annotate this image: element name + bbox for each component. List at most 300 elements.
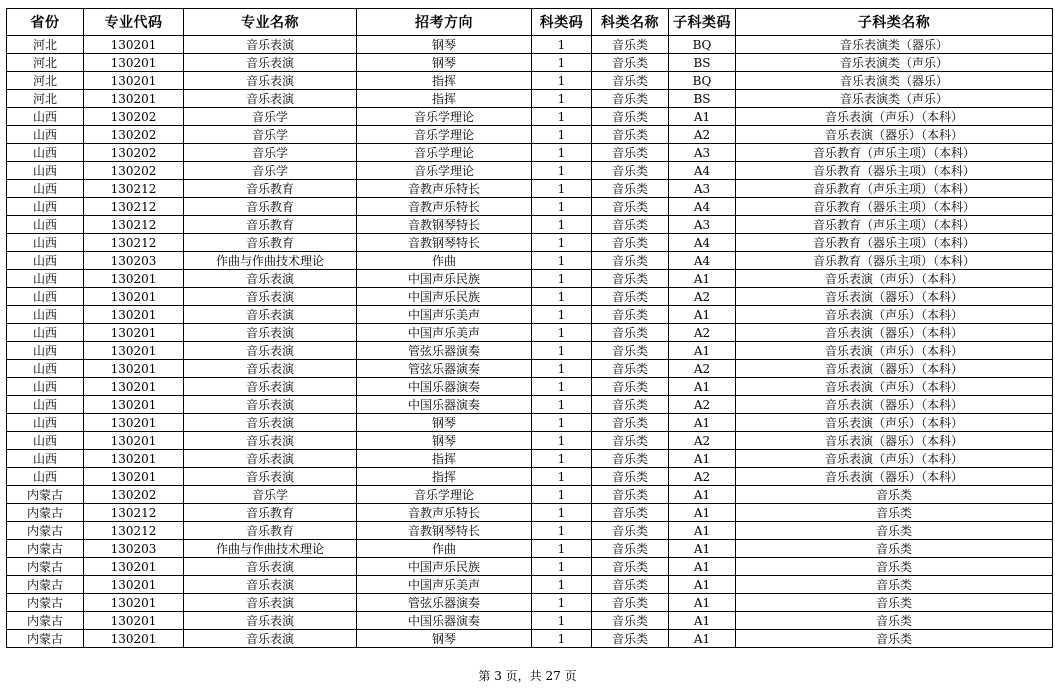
header-category-code: 科类码 [532,9,592,36]
cell-category-code: 1 [532,378,592,396]
cell-major-name: 音乐教育 [184,504,357,522]
cell-major-code: 130202 [84,108,184,126]
table-row [7,252,1053,270]
cell-major-name: 音乐教育 [184,234,357,252]
cell-province: 内蒙古 [7,576,84,594]
cell-category-code: 1 [532,450,592,468]
cell-direction: 中国声乐美声 [357,306,532,324]
table-row [7,288,1053,306]
cell-category-code: 1 [532,198,592,216]
cell-category-name: 音乐类 [592,594,669,612]
cell-subcategory-code: A1 [669,306,736,324]
cell-major-name: 音乐教育 [184,522,357,540]
cell-province: 内蒙古 [7,594,84,612]
cell-subcategory-name: 音乐表演类（器乐） [736,72,1053,90]
cell-subcategory-name: 音乐表演（声乐）（本科） [736,306,1053,324]
cell-major-code: 130201 [84,270,184,288]
cell-subcategory-code: A1 [669,108,736,126]
cell-major-name: 音乐表演 [184,576,357,594]
cell-subcategory-code: A4 [669,198,736,216]
cell-subcategory-name: 音乐表演（声乐）（本科） [736,378,1053,396]
cell-major-code: 130212 [84,522,184,540]
cell-major-code: 130203 [84,252,184,270]
cell-category-name: 音乐类 [592,144,669,162]
cell-province: 山西 [7,378,84,396]
cell-direction: 中国声乐美声 [357,324,532,342]
cell-subcategory-code: A2 [669,324,736,342]
cell-province: 山西 [7,144,84,162]
table-row [7,360,1053,378]
cell-major-name: 音乐学 [184,486,357,504]
cell-major-name: 音乐教育 [184,216,357,234]
cell-subcategory-code: A3 [669,216,736,234]
cell-province: 山西 [7,270,84,288]
header-major-code: 专业代码 [84,9,184,36]
cell-major-name: 音乐表演 [184,396,357,414]
table-row [7,324,1053,342]
header-subcategory-code: 子科类码 [669,9,736,36]
cell-category-code: 1 [532,234,592,252]
cell-subcategory-name: 音乐教育（器乐主项）（本科） [736,198,1053,216]
cell-category-code: 1 [532,360,592,378]
cell-direction: 管弦乐器演奏 [357,342,532,360]
table-row [7,36,1053,54]
cell-category-code: 1 [532,342,592,360]
cell-category-code: 1 [532,216,592,234]
cell-subcategory-code: A2 [669,126,736,144]
cell-subcategory-name: 音乐表演（声乐）（本科） [736,108,1053,126]
cell-category-code: 1 [532,126,592,144]
cell-major-code: 130201 [84,306,184,324]
cell-category-code: 1 [532,396,592,414]
cell-subcategory-name: 音乐表演（器乐）（本科） [736,288,1053,306]
cell-category-code: 1 [532,270,592,288]
cell-category-name: 音乐类 [592,432,669,450]
cell-subcategory-name: 音乐教育（声乐主项）（本科） [736,180,1053,198]
cell-category-code: 1 [532,486,592,504]
cell-direction: 钢琴 [357,432,532,450]
cell-subcategory-code: A2 [669,360,736,378]
cell-subcategory-name: 音乐教育（声乐主项）（本科） [736,216,1053,234]
cell-subcategory-name: 音乐类 [736,504,1053,522]
cell-major-code: 130201 [84,360,184,378]
cell-category-code: 1 [532,432,592,450]
cell-direction: 钢琴 [357,36,532,54]
cell-province: 山西 [7,360,84,378]
cell-subcategory-name: 音乐类 [736,576,1053,594]
cell-subcategory-name: 音乐教育（器乐主项）（本科） [736,162,1053,180]
header-direction: 招考方向 [357,9,532,36]
cell-major-code: 130202 [84,486,184,504]
cell-category-name: 音乐类 [592,486,669,504]
table-row [7,630,1053,648]
table-row [7,522,1053,540]
cell-direction: 作曲 [357,540,532,558]
cell-category-name: 音乐类 [592,288,669,306]
cell-major-name: 音乐表演 [184,54,357,72]
cell-direction: 中国声乐民族 [357,558,532,576]
cell-province: 山西 [7,432,84,450]
cell-subcategory-code: A4 [669,234,736,252]
cell-major-code: 130212 [84,234,184,252]
cell-major-name: 音乐表演 [184,378,357,396]
cell-major-code: 130201 [84,396,184,414]
cell-subcategory-name: 音乐表演（声乐）（本科） [736,342,1053,360]
table-row [7,72,1053,90]
cell-province: 内蒙古 [7,612,84,630]
cell-major-name: 音乐表演 [184,342,357,360]
cell-direction: 音教钢琴特长 [357,522,532,540]
cell-major-code: 130212 [84,216,184,234]
cell-subcategory-code: A3 [669,180,736,198]
cell-category-code: 1 [532,576,592,594]
table-row [7,216,1053,234]
table-row [7,576,1053,594]
cell-direction: 作曲 [357,252,532,270]
cell-direction: 管弦乐器演奏 [357,594,532,612]
cell-category-name: 音乐类 [592,360,669,378]
cell-province: 山西 [7,414,84,432]
header-row [7,9,1053,36]
cell-province: 山西 [7,342,84,360]
cell-major-name: 音乐表演 [184,306,357,324]
table-row [7,594,1053,612]
cell-category-code: 1 [532,144,592,162]
table-row [7,198,1053,216]
cell-province: 山西 [7,468,84,486]
cell-province: 内蒙古 [7,522,84,540]
cell-category-code: 1 [532,468,592,486]
cell-major-name: 音乐表演 [184,288,357,306]
cell-province: 山西 [7,198,84,216]
cell-province: 内蒙古 [7,558,84,576]
cell-major-code: 130201 [84,288,184,306]
cell-major-code: 130201 [84,90,184,108]
table-row [7,342,1053,360]
cell-category-code: 1 [532,324,592,342]
cell-major-name: 音乐教育 [184,198,357,216]
header-category-name: 科类名称 [592,9,669,36]
cell-category-name: 音乐类 [592,54,669,72]
cell-category-name: 音乐类 [592,558,669,576]
cell-category-name: 音乐类 [592,468,669,486]
cell-major-code: 130201 [84,450,184,468]
admissions-sheet [6,8,1052,648]
cell-major-name: 音乐表演 [184,36,357,54]
cell-major-code: 130201 [84,612,184,630]
cell-province: 山西 [7,234,84,252]
cell-direction: 中国声乐美声 [357,576,532,594]
cell-direction: 钢琴 [357,54,532,72]
cell-major-name: 音乐表演 [184,432,357,450]
cell-subcategory-name: 音乐类 [736,486,1053,504]
cell-subcategory-code: A1 [669,630,736,648]
cell-province: 山西 [7,306,84,324]
cell-category-code: 1 [532,72,592,90]
cell-province: 河北 [7,72,84,90]
cell-direction: 音教声乐特长 [357,504,532,522]
cell-province: 河北 [7,90,84,108]
cell-category-name: 音乐类 [592,234,669,252]
table-row [7,504,1053,522]
cell-direction: 中国乐器演奏 [357,612,532,630]
cell-province: 山西 [7,450,84,468]
cell-subcategory-code: BQ [669,72,736,90]
page-number-label: 第 3 页，共 27 页 [478,669,577,683]
cell-category-name: 音乐类 [592,630,669,648]
cell-subcategory-name: 音乐类 [736,540,1053,558]
cell-subcategory-code: BQ [669,36,736,54]
cell-subcategory-code: A1 [669,576,736,594]
cell-category-name: 音乐类 [592,612,669,630]
page-footer [0,667,1055,684]
cell-province: 山西 [7,108,84,126]
cell-category-code: 1 [532,540,592,558]
cell-category-name: 音乐类 [592,342,669,360]
cell-province: 山西 [7,288,84,306]
table-row [7,486,1053,504]
table-row [7,126,1053,144]
cell-subcategory-code: A1 [669,450,736,468]
cell-province: 山西 [7,180,84,198]
cell-major-name: 音乐学 [184,144,357,162]
cell-category-code: 1 [532,90,592,108]
cell-direction: 音乐学理论 [357,108,532,126]
table-row [7,144,1053,162]
cell-category-code: 1 [532,180,592,198]
cell-category-name: 音乐类 [592,252,669,270]
cell-direction: 中国声乐民族 [357,288,532,306]
cell-major-code: 130201 [84,324,184,342]
cell-direction: 指挥 [357,468,532,486]
cell-province: 河北 [7,54,84,72]
table-row [7,414,1053,432]
cell-category-code: 1 [532,288,592,306]
cell-subcategory-code: A2 [669,432,736,450]
cell-subcategory-name: 音乐表演（器乐）（本科） [736,396,1053,414]
header-major-name: 专业名称 [184,9,357,36]
table-row [7,270,1053,288]
cell-subcategory-name: 音乐类 [736,630,1053,648]
cell-province: 内蒙古 [7,630,84,648]
cell-subcategory-code: BS [669,54,736,72]
cell-category-name: 音乐类 [592,162,669,180]
cell-major-name: 音乐表演 [184,72,357,90]
cell-category-name: 音乐类 [592,72,669,90]
cell-subcategory-code: A1 [669,522,736,540]
cell-subcategory-name: 音乐表演（声乐）（本科） [736,414,1053,432]
cell-subcategory-code: A2 [669,396,736,414]
table-row [7,450,1053,468]
cell-major-name: 作曲与作曲技术理论 [184,252,357,270]
table-row [7,234,1053,252]
cell-subcategory-name: 音乐教育（声乐主项）（本科） [736,144,1053,162]
cell-major-name: 音乐表演 [184,594,357,612]
table-row [7,90,1053,108]
cell-major-name: 音乐表演 [184,450,357,468]
cell-category-name: 音乐类 [592,180,669,198]
cell-subcategory-code: A1 [669,486,736,504]
cell-province: 内蒙古 [7,504,84,522]
cell-subcategory-name: 音乐类 [736,612,1053,630]
table-row [7,306,1053,324]
table-row [7,162,1053,180]
cell-direction: 音教钢琴特长 [357,216,532,234]
cell-category-code: 1 [532,252,592,270]
cell-subcategory-code: A1 [669,540,736,558]
cell-province: 山西 [7,252,84,270]
cell-subcategory-name: 音乐表演（器乐）（本科） [736,324,1053,342]
cell-category-name: 音乐类 [592,216,669,234]
table-row [7,108,1053,126]
cell-category-code: 1 [532,612,592,630]
cell-major-name: 作曲与作曲技术理论 [184,540,357,558]
cell-subcategory-code: A1 [669,414,736,432]
cell-subcategory-name: 音乐表演（器乐）（本科） [736,360,1053,378]
cell-major-code: 130201 [84,594,184,612]
cell-major-name: 音乐学 [184,108,357,126]
table-row [7,396,1053,414]
cell-province: 山西 [7,396,84,414]
cell-subcategory-code: BS [669,90,736,108]
cell-category-code: 1 [532,36,592,54]
cell-category-code: 1 [532,594,592,612]
cell-major-name: 音乐表演 [184,558,357,576]
cell-subcategory-code: A4 [669,162,736,180]
cell-direction: 音乐学理论 [357,486,532,504]
cell-major-code: 130203 [84,540,184,558]
header-subcategory-name: 子科类名称 [736,9,1053,36]
cell-major-name: 音乐表演 [184,90,357,108]
cell-category-name: 音乐类 [592,540,669,558]
cell-category-name: 音乐类 [592,576,669,594]
cell-major-code: 130201 [84,54,184,72]
cell-direction: 钢琴 [357,630,532,648]
cell-category-name: 音乐类 [592,126,669,144]
cell-category-name: 音乐类 [592,396,669,414]
cell-category-code: 1 [532,414,592,432]
cell-direction: 指挥 [357,90,532,108]
cell-subcategory-code: A1 [669,558,736,576]
cell-subcategory-name: 音乐教育（器乐主项）（本科） [736,252,1053,270]
cell-direction: 管弦乐器演奏 [357,360,532,378]
cell-direction: 中国乐器演奏 [357,378,532,396]
table-row [7,378,1053,396]
admissions-table [6,8,1053,648]
cell-major-code: 130201 [84,414,184,432]
cell-direction: 音乐学理论 [357,126,532,144]
cell-major-code: 130202 [84,126,184,144]
cell-subcategory-code: A2 [669,468,736,486]
cell-category-code: 1 [532,558,592,576]
table-row [7,558,1053,576]
cell-category-code: 1 [532,630,592,648]
cell-major-code: 130201 [84,36,184,54]
cell-province: 山西 [7,324,84,342]
header-province: 省份 [7,9,84,36]
cell-major-name: 音乐表演 [184,414,357,432]
cell-major-code: 130202 [84,144,184,162]
cell-category-code: 1 [532,54,592,72]
cell-category-code: 1 [532,108,592,126]
cell-major-name: 音乐学 [184,162,357,180]
cell-province: 山西 [7,126,84,144]
cell-direction: 音教钢琴特长 [357,234,532,252]
cell-direction: 音乐学理论 [357,144,532,162]
cell-subcategory-code: A1 [669,342,736,360]
cell-province: 河北 [7,36,84,54]
cell-direction: 钢琴 [357,414,532,432]
cell-category-name: 音乐类 [592,504,669,522]
cell-major-code: 130201 [84,558,184,576]
cell-direction: 音教声乐特长 [357,180,532,198]
cell-subcategory-name: 音乐教育（器乐主项）（本科） [736,234,1053,252]
cell-category-code: 1 [532,504,592,522]
cell-subcategory-code: A4 [669,252,736,270]
cell-major-code: 130212 [84,180,184,198]
cell-subcategory-code: A1 [669,504,736,522]
cell-subcategory-name: 音乐表演（声乐）（本科） [736,450,1053,468]
table-row [7,432,1053,450]
cell-major-name: 音乐表演 [184,324,357,342]
cell-direction: 中国声乐民族 [357,270,532,288]
cell-major-code: 130212 [84,504,184,522]
cell-direction: 音乐学理论 [357,162,532,180]
cell-direction: 指挥 [357,450,532,468]
cell-subcategory-name: 音乐表演类（器乐） [736,36,1053,54]
cell-subcategory-name: 音乐类 [736,558,1053,576]
cell-major-name: 音乐表演 [184,360,357,378]
cell-direction: 中国乐器演奏 [357,396,532,414]
cell-major-code: 130201 [84,630,184,648]
cell-major-name: 音乐表演 [184,630,357,648]
cell-subcategory-name: 音乐类 [736,522,1053,540]
table-row [7,180,1053,198]
cell-direction: 指挥 [357,72,532,90]
cell-major-code: 130201 [84,72,184,90]
cell-province: 山西 [7,216,84,234]
cell-subcategory-name: 音乐表演（器乐）（本科） [736,126,1053,144]
cell-province: 内蒙古 [7,540,84,558]
cell-major-name: 音乐表演 [184,270,357,288]
cell-major-name: 音乐教育 [184,180,357,198]
cell-subcategory-code: A2 [669,288,736,306]
cell-subcategory-name: 音乐表演（器乐）（本科） [736,468,1053,486]
cell-major-code: 130202 [84,162,184,180]
cell-category-name: 音乐类 [592,198,669,216]
table-row [7,468,1053,486]
cell-major-code: 130201 [84,342,184,360]
cell-category-code: 1 [532,162,592,180]
cell-category-name: 音乐类 [592,36,669,54]
cell-major-name: 音乐表演 [184,468,357,486]
cell-category-code: 1 [532,306,592,324]
cell-major-code: 130201 [84,378,184,396]
cell-category-name: 音乐类 [592,108,669,126]
cell-subcategory-code: A1 [669,378,736,396]
cell-major-code: 130201 [84,432,184,450]
cell-category-name: 音乐类 [592,414,669,432]
table-row [7,612,1053,630]
cell-category-name: 音乐类 [592,522,669,540]
cell-category-name: 音乐类 [592,270,669,288]
cell-province: 山西 [7,162,84,180]
table-row [7,54,1053,72]
cell-category-name: 音乐类 [592,324,669,342]
table-body [7,36,1053,648]
cell-subcategory-name: 音乐表演（声乐）（本科） [736,270,1053,288]
cell-subcategory-name: 音乐类 [736,594,1053,612]
